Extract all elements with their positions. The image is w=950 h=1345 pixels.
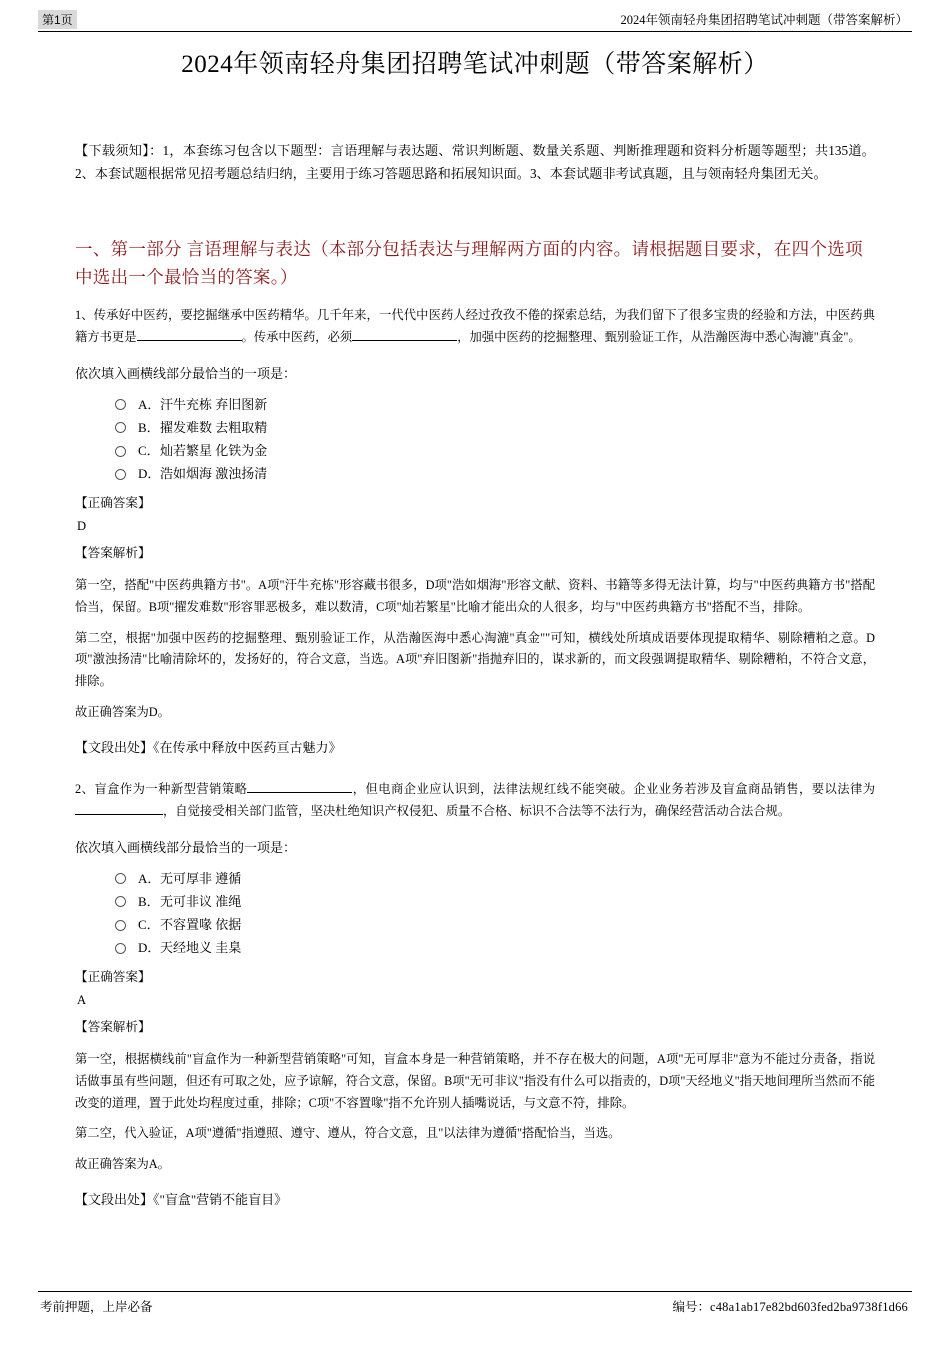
section-heading: 一、第一部分 言语理解与表达（本部分包括表达与理解两方面的内容。请根据题目要求，在四个选项中选出一个最恰当的答案。） xyxy=(75,239,863,288)
radio-icon[interactable] xyxy=(115,399,126,410)
question-1-answer: D xyxy=(77,518,87,533)
option-letter: A． xyxy=(138,396,161,412)
footer-serial xyxy=(672,1297,908,1315)
option-row[interactable] xyxy=(115,463,875,486)
option-label: 无可厚非 遵循 xyxy=(160,870,242,886)
footer-divider xyxy=(38,1291,912,1292)
question-2-source xyxy=(75,1188,875,1211)
blank-1a xyxy=(137,329,242,342)
blank-2b xyxy=(75,803,163,816)
option-letter: A． xyxy=(138,870,161,886)
footer-slogan: 考前押题，上岸必备 xyxy=(40,1300,153,1314)
option-label: 汗牛充栋 弃旧图新 xyxy=(160,396,268,412)
question-1-analysis-p2: 第二空，根据"加强中医药的挖掘整理、甄别验证工作，从浩瀚医海中悉心淘漉"真金""可知，横线处所填成语要体现提取精华、剔除糟粕之意。D项"激浊扬清"比喻清除坏的，发扬好的，符合文意，当选。A项"弃旧图新"指抛弃旧的，谋求新的，而文段强调提取精华、剔除糟粕，不符合文意，排除。 xyxy=(75,630,875,689)
header-divider xyxy=(38,31,912,32)
header-title: 2024年领南轻舟集团招聘笔试冲刺题（带答案解析） xyxy=(620,13,908,27)
question-1-analysis-p3: 故正确答案为D。 xyxy=(75,705,170,720)
radio-icon[interactable] xyxy=(115,873,126,884)
option-label: 擢发难数 去粗取精 xyxy=(160,419,268,435)
question-2-stem-part3: ，自觉接受相关部门监管，坚决杜绝知识产权侵犯、质量不合格、标识不合法等不法行为，确保经营活动合法合规。 xyxy=(163,804,791,819)
blank-1b xyxy=(352,329,457,342)
question-1-stem-part3: ，加强中医药的挖掘整理、甄别验证工作，从浩瀚医海中悉心淘漉"真金"。 xyxy=(457,330,861,345)
radio-icon[interactable] xyxy=(115,920,126,931)
option-letter: D． xyxy=(138,940,161,956)
answer-analysis-label: 【答案解析】 xyxy=(75,545,151,560)
radio-icon[interactable] xyxy=(115,943,126,954)
option-letter: C． xyxy=(138,917,160,933)
question-1 xyxy=(75,305,875,759)
page-number-badge: 第1页 xyxy=(38,10,77,29)
page-header xyxy=(0,10,950,32)
radio-icon[interactable] xyxy=(115,422,126,433)
option-row[interactable] xyxy=(115,867,875,890)
radio-icon[interactable] xyxy=(115,469,126,480)
option-letter: C． xyxy=(138,443,160,459)
footer-serial-label: 编号： xyxy=(672,1300,710,1314)
option-label: 灿若繁星 化铁为金 xyxy=(160,443,268,459)
question-1-source xyxy=(75,736,875,759)
blank-2a xyxy=(247,781,352,794)
question-2-analysis-p2: 第二空，代入验证，A项"遵循"指遵照、遵守、遵从，符合文意，且"以法律为遵循"搭配恰当，当选。 xyxy=(75,1126,621,1141)
question-1-stem xyxy=(75,305,875,349)
question-1-analysis-p1: 第一空，搭配"中医药典籍方书"。A项"汗牛充栋"形容藏书很多，D项"浩如烟海"形容文献、资料、书籍等多得无法计算，均与"中医药典籍方书"搭配恰当，保留。B项"擢发难数"形容罪恶极多，难以数清，C项"灿若繁星"比喻才能出众的人很多，均与"中医药典籍方书"搭配不当，排除。 xyxy=(75,577,875,614)
source-label: 【文段出处】 xyxy=(75,1192,154,1208)
option-letter: B． xyxy=(138,893,160,909)
option-row[interactable] xyxy=(115,393,875,416)
question-2-stem-part2: ，但电商企业应认识到，法律法规红线不能突破。企业业务若涉及盲盒商品销售，要以法律为 xyxy=(352,782,875,797)
option-row[interactable] xyxy=(115,890,875,913)
page-footer xyxy=(0,1291,950,1321)
option-label: 不容置喙 依据 xyxy=(160,917,242,933)
question-2-prompt: 依次填入画横线部分最恰当的一项是： xyxy=(75,840,297,856)
option-letter: B． xyxy=(138,419,160,435)
question-2-stem xyxy=(75,779,875,823)
question-1-prompt: 依次填入画横线部分最恰当的一项是： xyxy=(75,366,297,382)
source-label: 【文段出处】 xyxy=(75,740,154,756)
radio-icon[interactable] xyxy=(115,446,126,457)
question-2-stem-part1: 2、盲盒作为一种新型营销策略 xyxy=(75,782,248,797)
correct-answer-label: 【正确答案】 xyxy=(75,969,151,984)
question-2-options xyxy=(75,867,875,960)
question-1-stem-part2: 。传承中医药，必须 xyxy=(241,330,353,345)
option-row[interactable] xyxy=(115,937,875,960)
document-body xyxy=(75,140,875,1232)
radio-icon[interactable] xyxy=(115,896,126,907)
question-1-stem-part1: 1、传承好中医药，要挖掘继承中医药精华。几千年来，一代代中医药人经过孜孜不倦的探索总结，为我们留下了很多宝贵的经验和方法，中医药典籍方书更是 xyxy=(75,308,875,345)
correct-answer-label: 【正确答案】 xyxy=(75,495,151,510)
option-letter: D． xyxy=(138,466,161,482)
question-1-options xyxy=(75,393,875,486)
question-2 xyxy=(75,779,875,1211)
question-2-analysis-p3: 故正确答案为A。 xyxy=(75,1157,170,1172)
option-row[interactable] xyxy=(115,440,875,463)
question-2-answer: A xyxy=(77,992,87,1007)
option-label: 天经地义 圭臬 xyxy=(160,940,242,956)
option-row[interactable] xyxy=(115,914,875,937)
source-text: 《"盲盒"营销不能盲目》 xyxy=(153,1192,288,1208)
source-text: 《在传承中释放中医药亘古魅力》 xyxy=(153,740,342,756)
option-row[interactable] xyxy=(115,416,875,439)
page-title: 2024年领南轻舟集团招聘笔试冲刺题（带答案解析） xyxy=(181,51,769,78)
footer-serial-code: c48a1ab17e82bd603fed2ba9738f1d66 xyxy=(709,1300,908,1314)
option-label: 浩如烟海 激浊扬清 xyxy=(160,466,268,482)
answer-analysis-label: 【答案解析】 xyxy=(75,1019,151,1034)
download-notice: 【下载须知】：1，本套练习包含以下题型：言语理解与表达题、常识判断题、数量关系题、判断推理题和资料分析题等题型；共135道。2、本套试题根据常见招考题总结归纳，主要用于练习答题思路和拓展知识面。3、本套试题非考试真题，且与领南轻舟集团无关。 xyxy=(75,143,875,181)
question-2-analysis-p1: 第一空，根据横线前"盲盒作为一种新型营销策略"可知，盲盒本身是一种营销策略，并不存在极大的问题，A项"无可厚非"意为不能过分责备，指说话做事虽有些问题，但还有可取之处，应予谅解，符合文意，保留。B项"无可非议"指没有什么可以指责的，D项"天经地义"指天地间理所当然而不能改变的道理，置于此处均程度过重，排除；C项"不容置喙"指不允许别人插嘴说话，与文意不符，排除。 xyxy=(75,1051,875,1110)
option-label: 无可非议 准绳 xyxy=(160,893,242,909)
